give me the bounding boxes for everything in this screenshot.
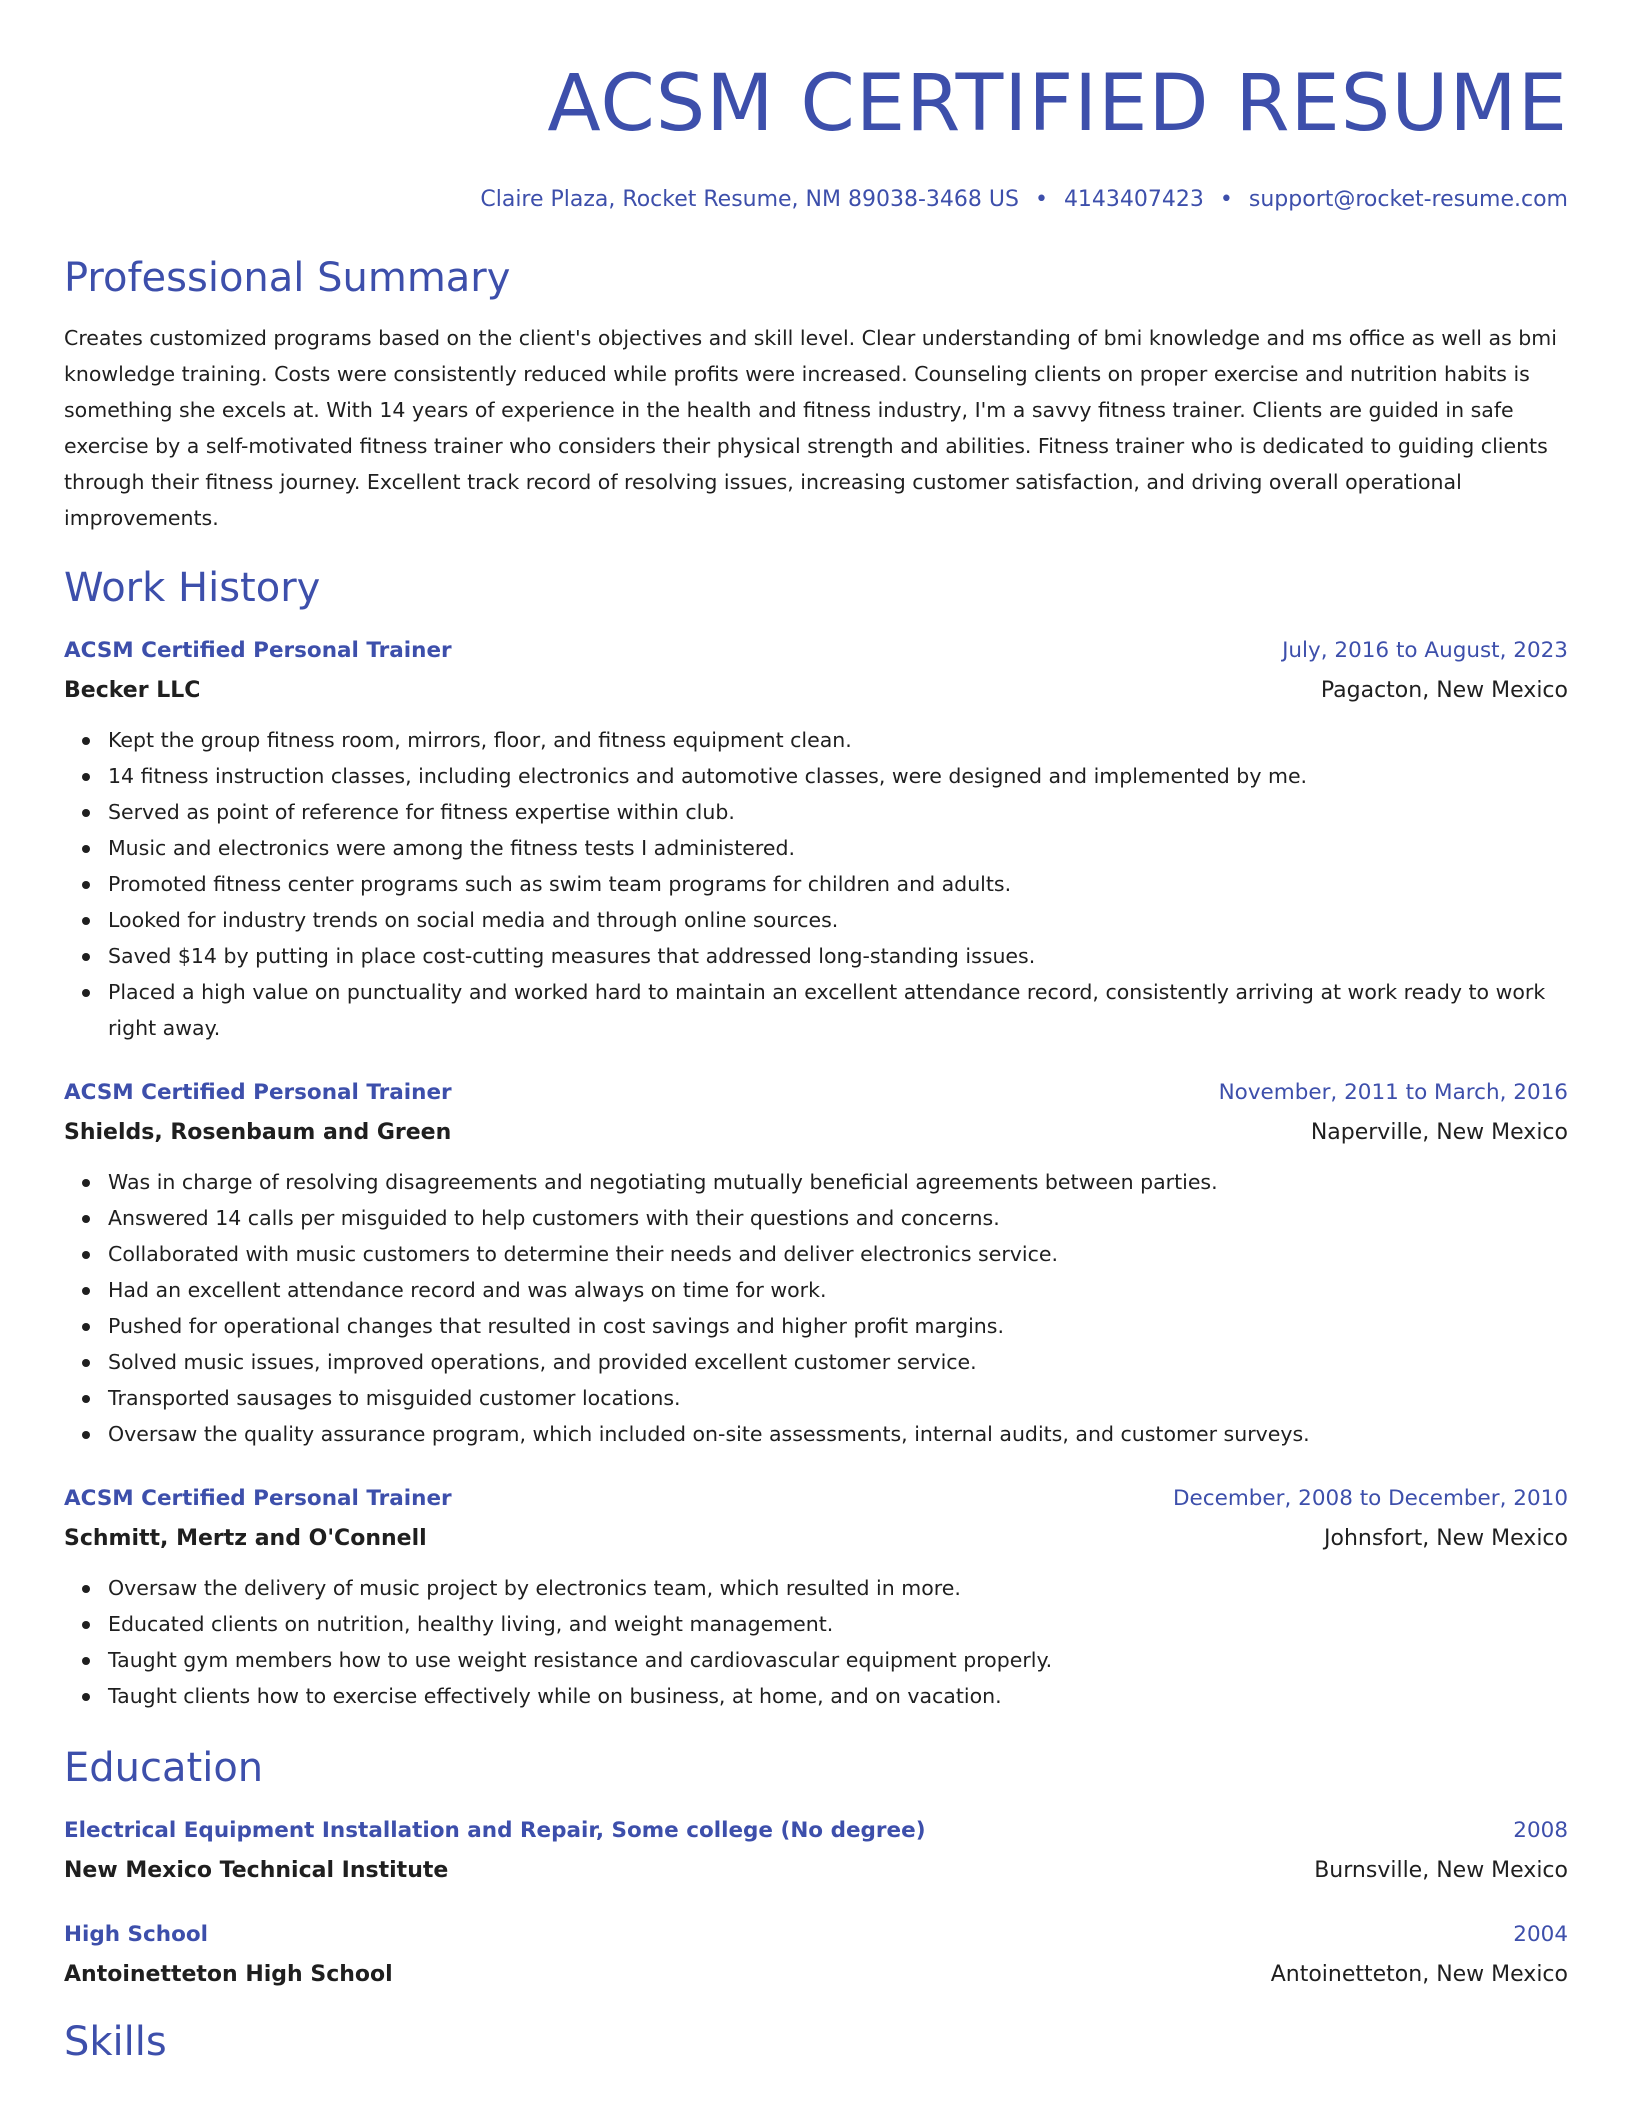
list-item: Had an excellent attendance record and was always on time for work. [108,1272,1568,1308]
list-item: Pushed for operational changes that resulted in cost savings and higher profit margins. [108,1308,1568,1344]
work-entry-subheader [64,674,1568,708]
education-year: 2008 [1513,1818,1568,1843]
work-entry-header [64,1482,1568,1516]
job-dates: November, 2011 to March, 2016 [1218,1080,1568,1105]
work-entry-header [64,634,1568,668]
education-location: Antoinetteton, New Mexico [1270,1962,1568,1987]
job-position: ACSM Certified Personal Trainer [64,638,452,663]
job-location: Johnsfort, New Mexico [1324,1526,1568,1551]
list-item: Placed a high value on punctuality and worked hard to maintain an excellent attendance record, consistently arriving at work ready to work right away. [108,974,1568,1046]
list-item: Music and electronics were among the fitness tests I administered. [108,830,1568,866]
work-entry-subheader [64,1116,1568,1150]
list-item: Answered 14 calls per misguided to help customers with their questions and concerns. [108,1200,1568,1236]
job-company: Becker LLC [64,678,201,703]
job-bullets [64,1570,1568,1714]
list-item: Solved music issues, improved operations, and provided excellent customer service. [108,1344,1568,1380]
work-entry-header [64,1076,1568,1110]
list-item: Oversaw the quality assurance program, which included on-site assessments, internal audits, and customer surveys. [108,1416,1568,1452]
list-item: Promoted fitness center programs such as swim team programs for children and adults. [108,866,1568,902]
work-entry [64,1482,1568,1714]
job-bullets [64,1164,1568,1452]
resume-name-heading: ACSM CERTIFIED RESUME [547,59,1568,149]
education-school: Antoinetteton High School [64,1962,393,1987]
list-item: Saved $14 by putting in place cost-cutting measures that addressed long-standing issues. [108,938,1568,974]
contact-email[interactable]: support@rocket-resume.com [1248,187,1568,212]
section-title-work-history: Work History [64,565,321,611]
education-year: 2004 [1513,1922,1568,1947]
job-location: Naperville, New Mexico [1310,1120,1568,1145]
section-title-education: Education [64,1745,264,1791]
resume-page [64,0,1568,2066]
contact-separator: • [1219,187,1233,212]
list-item: Transported sausages to misguided customer locations. [108,1380,1568,1416]
list-item: Collaborated with music customers to determine their needs and deliver electronics service. [108,1236,1568,1272]
professional-summary-text: Creates customized programs based on the client's objectives and skill level. Clear understanding of bmi knowledge and ms office as well as bmi knowledge training. Costs were consistently reduced while profits were increased. Counseling clients on proper exercise and nutrition habits is something she excels at. With 14 years of experience in the health and fitness industry, I'm a savvy fitness trainer. Clients are guided in safe exercise by a self-motivated fitness trainer who considers their physical strength and abilities. Fitness trainer who is dedicated to guiding clients through their fitness journey. Excellent track record of resolving issues, increasing customer satisfaction, and driving overall operational improvements. [64,326,1557,530]
education-degree: High School [64,1922,208,1947]
education-entry-subheader [64,1958,1568,1992]
job-position: ACSM Certified Personal Trainer [64,1486,452,1511]
education-location: Burnsville, New Mexico [1314,1858,1568,1883]
list-item: Taught gym members how to use weight resistance and cardiovascular equipment properly. [108,1642,1568,1678]
contact-phone: 4143407423 [1063,187,1204,212]
education-degree: Electrical Equipment Installation and Repair, Some college (No degree) [64,1818,926,1843]
education-entry-header [64,1814,1568,1848]
contact-address: Claire Plaza, Rocket Resume, NM 89038-3468 US [480,187,1019,212]
list-item: Kept the group fitness room, mirrors, floor, and fitness equipment clean. [108,722,1568,758]
list-item: Was in charge of resolving disagreements and negotiating mutually beneficial agreements between parties. [108,1164,1568,1200]
list-item: Looked for industry trends on social media and through online sources. [108,902,1568,938]
job-position: ACSM Certified Personal Trainer [64,1080,452,1105]
education-entry-header [64,1918,1568,1952]
contact-separator: • [1034,187,1048,212]
job-company: Schmitt, Mertz and O'Connell [64,1526,427,1551]
list-item: Educated clients on nutrition, healthy living, and weight management. [108,1606,1568,1642]
list-item: 14 fitness instruction classes, including electronics and automotive classes, were designed and implemented by me. [108,758,1568,794]
work-entry [64,634,1568,1046]
education-school: New Mexico Technical Institute [64,1858,449,1883]
education-entry-subheader [64,1854,1568,1888]
job-location: Pagacton, New Mexico [1320,678,1568,703]
job-dates: December, 2008 to December, 2010 [1173,1486,1568,1511]
education-entry [64,1814,1568,1888]
section-title-skills: Skills [64,2019,167,2065]
job-company: Shields, Rosenbaum and Green [64,1120,452,1145]
education-entry [64,1918,1568,1992]
work-entry-subheader [64,1522,1568,1556]
job-bullets [64,722,1568,1046]
job-dates: July, 2016 to August, 2023 [1282,638,1568,663]
list-item: Oversaw the delivery of music project by electronics team, which resulted in more. [108,1570,1568,1606]
section-title-professional-summary: Professional Summary [64,255,511,301]
work-entry [64,1076,1568,1452]
list-item: Taught clients how to exercise effectively while on business, at home, and on vacation. [108,1678,1568,1714]
contact-line [64,186,1568,214]
list-item: Served as point of reference for fitness expertise within club. [108,794,1568,830]
